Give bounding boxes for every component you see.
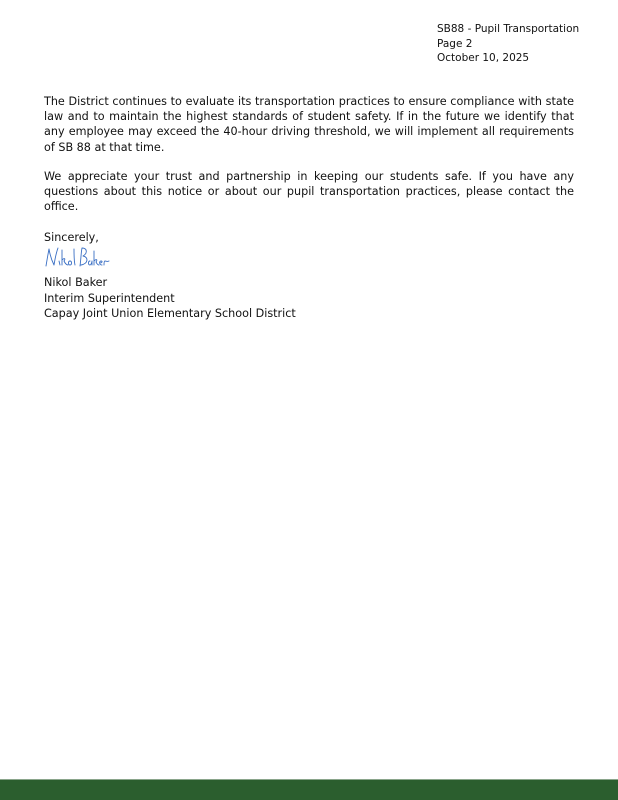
closing-salutation: Sincerely,	[44, 231, 99, 244]
signer-name: Nikol Baker	[44, 276, 108, 289]
signature-icon	[43, 246, 113, 270]
signer-title: Interim Superintendent	[44, 291, 175, 305]
body-paragraph-appreciation: We appreciate your trust and partnership in keeping our students safe. If you have any questions about this notice or about our pupil transportation practices, please contact the office.	[44, 170, 574, 214]
header-page-number: Page 2	[437, 37, 473, 50]
header-date: October 10, 2025	[437, 52, 530, 64]
letter-header	[437, 22, 579, 66]
handwritten-signature	[43, 246, 113, 270]
signer-organization: Capay Joint Union Elementary School District	[44, 307, 296, 320]
header-subject: SB88 - Pupil Transportation	[437, 23, 580, 35]
body-paragraph-compliance: The District continues to evaluate its transportation practices to ensure compliance with state law and to maintain the highest standards of student safety. If in the future we identify that any employee may exceed the 40-hour driving threshold, we will implement all requirements of SB 88 at that time.	[44, 95, 574, 154]
signature-block	[44, 275, 296, 322]
footer-bar	[0, 779, 618, 800]
